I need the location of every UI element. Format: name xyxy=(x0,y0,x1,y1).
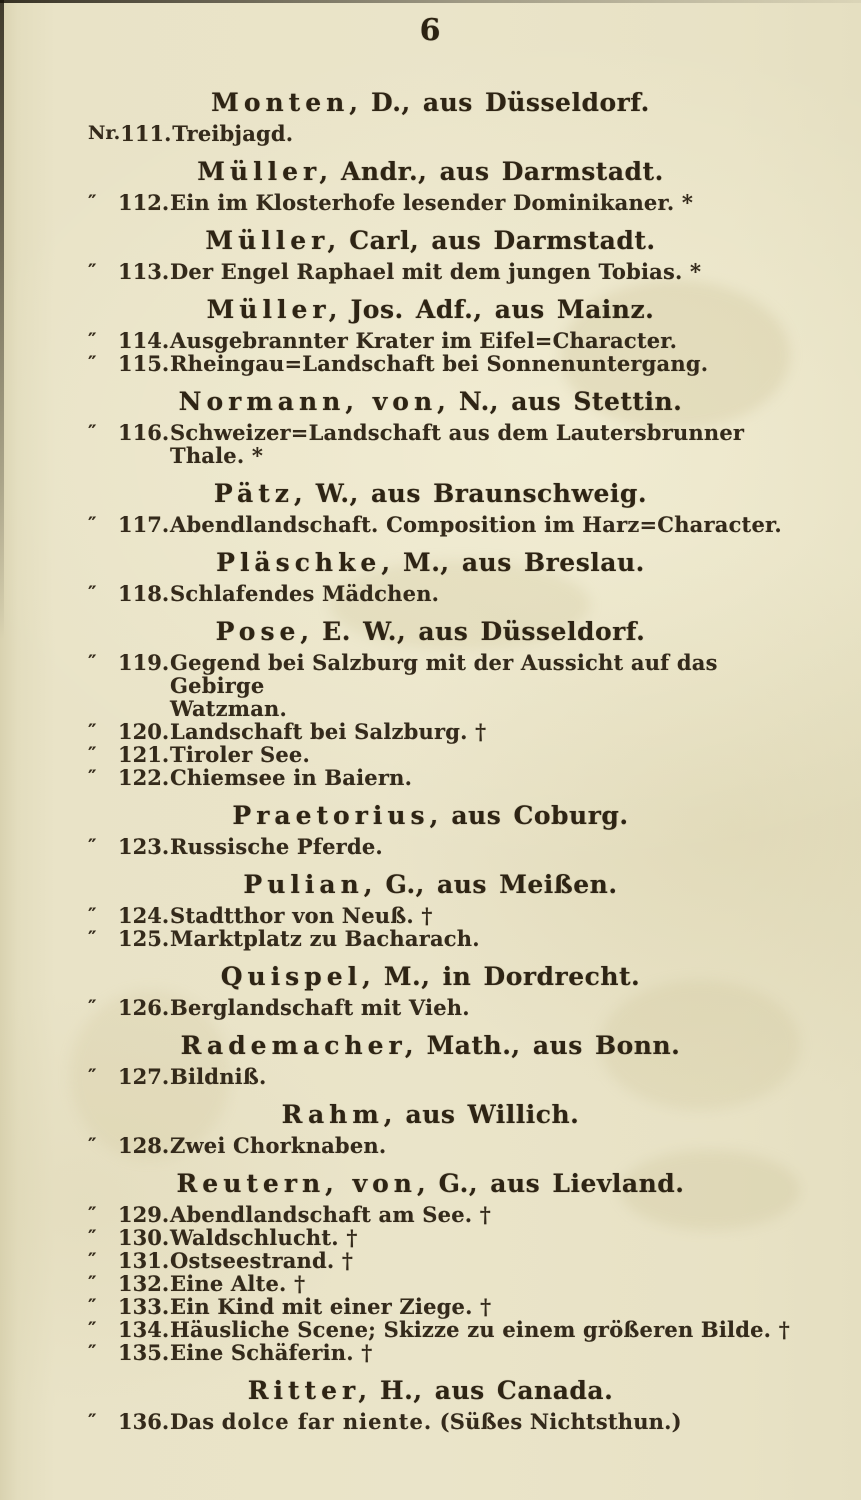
artist-origin: Carl, aus Darmstadt. xyxy=(349,226,656,255)
entry-number: 118. xyxy=(118,581,170,606)
entry-title: Gegend bei Salzburg mit der Aussicht auf das Gebirge Watzman. xyxy=(170,650,718,721)
artist-origin: aus Coburg. xyxy=(451,801,629,830)
entry-number: 128. xyxy=(118,1133,170,1158)
entry-number-prefix: ″ xyxy=(88,1295,97,1317)
artist-heading xyxy=(0,387,861,417)
entry-title: Ausgebrannter Krater im Eifel=Character. xyxy=(170,328,678,353)
artist-heading xyxy=(0,295,861,325)
entry-number: 122. xyxy=(118,765,170,790)
catalog-entry xyxy=(88,1272,801,1295)
artist-name: Pläschke, xyxy=(216,548,396,577)
entry-title: Tiroler See. xyxy=(170,742,310,767)
artist-heading xyxy=(0,479,861,509)
entry-title: Schweizer=Landschaft aus dem Lautersbrunner Thale. * xyxy=(170,420,745,468)
entry-number: 111. xyxy=(120,121,172,146)
entry-number-prefix: ″ xyxy=(88,835,97,857)
artist-name: Reutern, von, xyxy=(176,1169,431,1198)
entry-number: 129. xyxy=(118,1202,170,1227)
catalog-entry xyxy=(88,513,801,536)
artist-name: Pätz, xyxy=(213,479,308,508)
entry-title: Russische Pferde. xyxy=(170,834,383,859)
entry-title: Der Engel Raphael mit dem jungen Tobias. * xyxy=(170,259,702,284)
catalog-entry xyxy=(88,352,801,375)
entry-number: 116. xyxy=(118,420,170,445)
artist-origin: Andr., aus Darmstadt. xyxy=(341,157,664,186)
entry-number-prefix: ″ xyxy=(88,651,97,673)
catalog-entry xyxy=(88,1203,801,1226)
entry-number: 131. xyxy=(118,1248,170,1273)
artist-name: Monten, xyxy=(211,88,363,117)
artist-name: Rahm, xyxy=(281,1100,398,1129)
entry-number-prefix: ″ xyxy=(88,582,97,604)
artist-heading xyxy=(0,1376,861,1406)
artist-heading xyxy=(0,1100,861,1130)
artist-heading xyxy=(0,617,861,647)
entry-number-prefix: ″ xyxy=(88,1341,97,1363)
artist-origin: H., aus Canada. xyxy=(380,1376,614,1405)
artist-name: Pose, xyxy=(215,617,315,646)
entry-title: Berglandschaft mit Vieh. xyxy=(170,995,470,1020)
entry-title: Das dolce far niente. (Süßes Nichtsthun.) xyxy=(170,1409,682,1434)
catalog-entry xyxy=(88,260,801,283)
artist-origin: M., aus Breslau. xyxy=(403,548,645,577)
catalog-entry xyxy=(88,1410,801,1433)
artist-origin: M., in Dordrecht. xyxy=(383,962,641,991)
entry-number: 126. xyxy=(118,995,170,1020)
entry-number-prefix: ″ xyxy=(88,1065,97,1087)
entry-number-prefix: ″ xyxy=(88,352,97,374)
artist-name: Ritter, xyxy=(247,1376,373,1405)
entry-number-prefix: ″ xyxy=(88,421,97,443)
entry-number-prefix: ″ xyxy=(88,513,97,535)
entry-number-prefix: ″ xyxy=(88,1318,97,1340)
catalog-entry xyxy=(88,766,801,789)
artist-heading xyxy=(0,226,861,256)
entry-title: Rheingau=Landschaft bei Sonnenuntergang. xyxy=(170,351,709,376)
artist-name: Müller, xyxy=(197,157,334,186)
entry-title: Ostseestrand. † xyxy=(170,1248,354,1273)
artist-origin: G., aus Lievland. xyxy=(438,1169,685,1198)
catalog-entry xyxy=(88,996,801,1019)
entry-number: 112. xyxy=(118,190,170,215)
catalog-entry xyxy=(88,191,801,214)
artist-heading xyxy=(0,88,861,118)
artist-heading xyxy=(0,1031,861,1061)
entry-number: 113. xyxy=(118,259,170,284)
catalog-entry xyxy=(88,743,801,766)
entry-title: Bildniß. xyxy=(170,1064,267,1089)
entry-number: 120. xyxy=(118,719,170,744)
entry-title: Waldschlucht. † xyxy=(170,1225,358,1250)
entry-number: 132. xyxy=(118,1271,170,1296)
artist-heading xyxy=(0,1169,861,1199)
entry-number-prefix: ″ xyxy=(88,1249,97,1271)
entry-number-prefix: ″ xyxy=(88,191,97,213)
catalog-entry xyxy=(88,904,801,927)
page-number: 6 xyxy=(419,13,442,48)
entry-number-prefix: ″ xyxy=(88,904,97,926)
catalog-entry xyxy=(88,1065,801,1088)
entry-number-prefix: ″ xyxy=(88,996,97,1018)
artist-heading xyxy=(0,870,861,900)
artist-origin: G., aus Meißen. xyxy=(385,870,618,899)
entry-number-prefix: ″ xyxy=(88,766,97,788)
entry-number: 127. xyxy=(118,1064,170,1089)
artist-origin: Jos. Adf., aus Mainz. xyxy=(350,295,655,324)
artist-name: Quispel, xyxy=(220,962,376,991)
artist-heading xyxy=(0,962,861,992)
entry-title: Eine Schäferin. † xyxy=(170,1340,373,1365)
entry-number: 121. xyxy=(118,742,170,767)
entry-number-prefix: ″ xyxy=(88,927,97,949)
artist-origin: N., aus Stettin. xyxy=(458,387,683,416)
entry-number-prefix: ″ xyxy=(88,720,97,742)
entry-number: 123. xyxy=(118,834,170,859)
artist-name: Rademacher, xyxy=(180,1031,419,1060)
entry-title: Ein Kind mit einer Ziege. † xyxy=(170,1294,492,1319)
entry-number: 136. xyxy=(118,1409,170,1434)
catalog-entry xyxy=(88,835,801,858)
entry-title: Häusliche Scene; Skizze zu einem größeren Bilde. † xyxy=(170,1317,790,1342)
artist-origin: E. W., aus Düsseldorf. xyxy=(322,617,646,646)
entry-number: 134. xyxy=(118,1317,170,1342)
entry-number: 114. xyxy=(118,328,170,353)
entry-number: 135. xyxy=(118,1340,170,1365)
catalog-entry xyxy=(88,582,801,605)
entry-title: Eine Alte. † xyxy=(170,1271,306,1296)
artist-origin: W., aus Braunschweig. xyxy=(315,479,648,508)
entry-title: Stadtthor von Neuß. † xyxy=(170,903,433,928)
entry-number: 124. xyxy=(118,903,170,928)
artist-origin: D., aus Düsseldorf. xyxy=(371,88,650,117)
entry-title: Zwei Chorknaben. xyxy=(170,1133,387,1158)
artist-heading xyxy=(0,157,861,187)
latin-phrase: dolce far niente. xyxy=(221,1409,433,1434)
artist-heading xyxy=(0,548,861,578)
catalog-entry xyxy=(88,1249,801,1272)
entry-number: 117. xyxy=(118,512,170,537)
entry-title: Landschaft bei Salzburg. † xyxy=(170,719,487,744)
artist-name: Praetorius, xyxy=(232,801,444,830)
entry-number-prefix: ″ xyxy=(88,260,97,282)
entry-title: Marktplatz zu Bacharach. xyxy=(170,926,480,951)
artist-origin: Math., aus Bonn. xyxy=(426,1031,681,1060)
catalog-entry xyxy=(88,1134,801,1157)
entry-title: Chiemsee in Baiern. xyxy=(170,765,413,790)
catalog-entry xyxy=(88,927,801,950)
entry-number-prefix: ″ xyxy=(88,329,97,351)
catalog-entry xyxy=(88,1295,801,1318)
catalog-entry xyxy=(88,329,801,352)
catalog-entry xyxy=(88,421,801,467)
entry-number-prefix: ″ xyxy=(88,1134,97,1156)
entry-number-prefix: Nr. xyxy=(88,122,121,144)
entry-title: Abendlandschaft. Composition im Harz=Character. xyxy=(170,512,782,537)
entry-number: 119. xyxy=(118,650,170,675)
entry-number-prefix: ″ xyxy=(88,1410,97,1432)
entry-number: 125. xyxy=(118,926,170,951)
artist-heading xyxy=(0,801,861,831)
entry-title: Treibjagd. xyxy=(172,121,294,146)
artist-name: Müller, xyxy=(205,226,342,255)
entry-number-prefix: ″ xyxy=(88,1272,97,1294)
entry-number: 133. xyxy=(118,1294,170,1319)
entry-title: Abendlandschaft am See. † xyxy=(170,1202,491,1227)
catalog-entry xyxy=(88,1341,801,1364)
entry-title: Ein im Klosterhofe lesender Dominikaner. * xyxy=(170,190,694,215)
artist-name: Pulian, xyxy=(243,870,378,899)
artist-name: Normann, von, xyxy=(178,387,451,416)
entry-number-prefix: ″ xyxy=(88,1226,97,1248)
catalog-entry xyxy=(88,651,801,720)
entry-title: Schlafendes Mädchen. xyxy=(170,581,440,606)
entry-number: 130. xyxy=(118,1225,170,1250)
catalog-entry xyxy=(88,720,801,743)
entry-number: 115. xyxy=(118,351,170,376)
catalog-entry xyxy=(88,1226,801,1249)
artist-name: Müller, xyxy=(206,295,343,324)
entry-number-prefix: ″ xyxy=(88,1203,97,1225)
catalog-entry xyxy=(88,1318,801,1341)
entry-number-prefix: ″ xyxy=(88,743,97,765)
catalog-entry xyxy=(88,122,801,145)
artist-origin: aus Willich. xyxy=(405,1100,580,1129)
